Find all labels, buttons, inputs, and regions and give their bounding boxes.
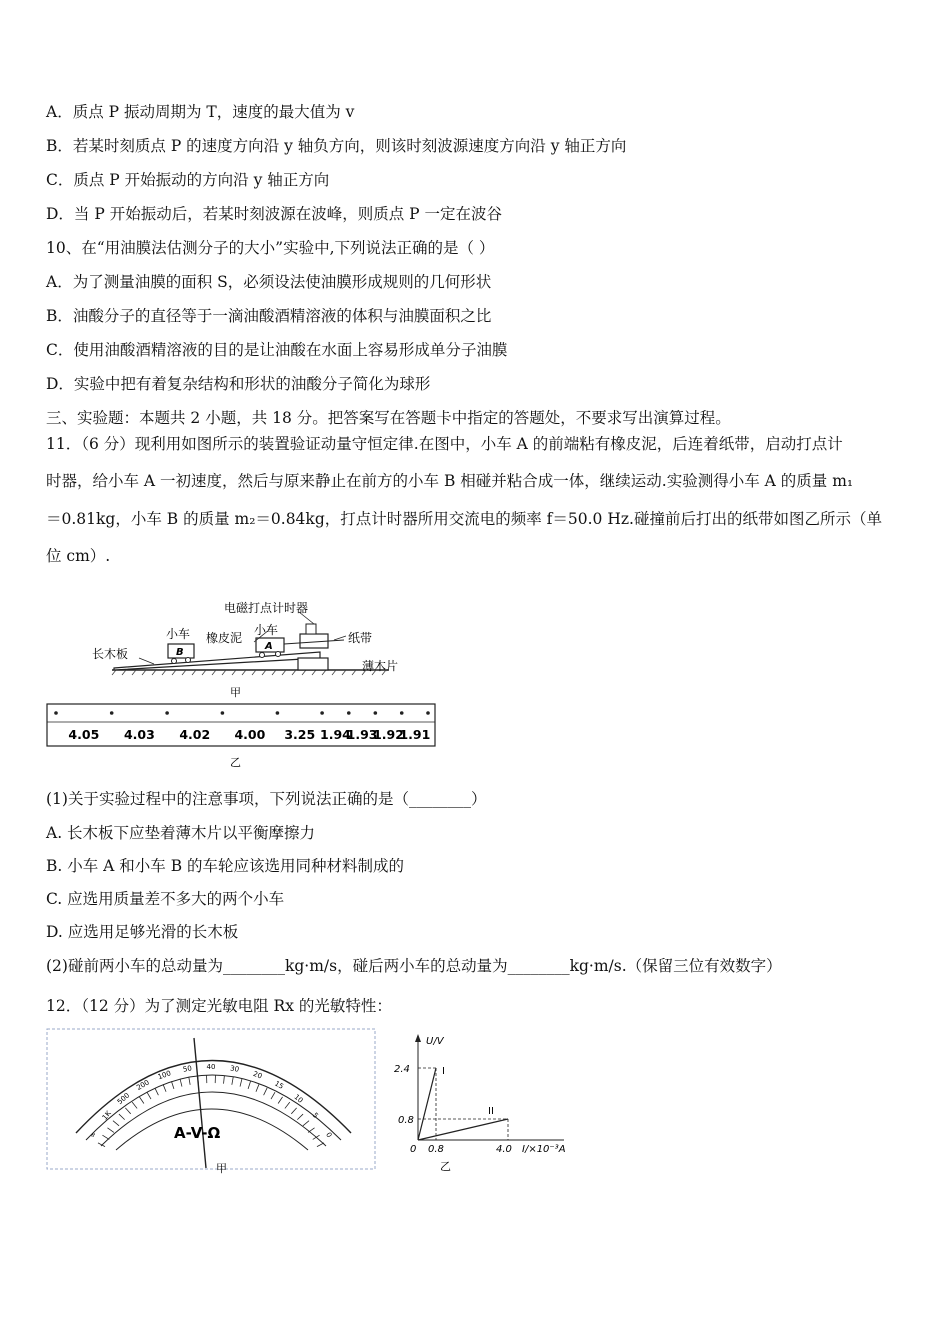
meter-caption: 甲 [216,1162,227,1175]
q9-option-c: C．质点 P 开始振动的方向沿 y 轴正方向 [46,171,330,189]
meter-scale-label: 200 [135,1078,151,1093]
meter-scale-label: 1K [100,1109,113,1122]
graph-y-tick-2: 0.8 [398,1115,414,1126]
q11-sub-2: (2)碰前两小车的总动量为________kg·m/s，碰后两小车的总动量为________kg·m/s.（保留三位有效数字） [46,957,782,975]
caption-yi: 乙 [230,756,241,769]
tape-segment-label: 1.94 [320,727,351,742]
tape-segment-label: 1.91 [399,727,431,742]
meter-scale-label: 5 [310,1111,320,1120]
q10-option-d: D．实验中把有着复杂结构和形状的油酸分子简化为球形 [46,375,431,393]
label-tape: 纸带 [348,631,373,645]
meter-scale-label: 100 [156,1069,173,1082]
q10-option-c: C．使用油酸酒精溶液的目的是让油酸在水面上容易形成单分子油膜 [46,341,508,359]
tape-dot [276,711,280,715]
label-thin-wood: 薄木片 [362,659,399,673]
tape-segment-label: 1.92 [373,727,404,742]
multimeter-figure [46,1028,376,1176]
graph-line-i [418,1068,436,1140]
car-a-letter: A [265,641,273,652]
tape-segment-label: 4.02 [179,727,211,742]
tape-dot [165,711,169,715]
tape-dot [374,711,378,715]
meter-scale-label: 40 [206,1063,216,1071]
meter-scale-label: 10 [292,1092,305,1105]
q11-stem-line-2: 时器，给小车 A 一初速度，然后与原来静止在前方的小车 B 相碰并粘合成一体，继续运动.实验测得小车 A 的质量 m₁ [46,472,854,490]
tape-segment-label: 4.05 [68,727,100,742]
ui-graph [384,1028,570,1176]
tape-segment-label: 3.25 [284,727,316,742]
q11-stem-line-1: 11．（6 分）现利用如图所示的装置验证动量守恒定律.在图中，小车 A 的前端粘有橡皮泥，后连着纸带，启动打点计 [46,435,843,453]
meter-scale-label: 500 [115,1091,132,1107]
graph-line-label-ii: II [488,1106,494,1117]
q11-sub-1: (1)关于实验过程中的注意事项，下列说法正确的是（________） [46,790,487,808]
graph-x-axis: I/×10⁻³A [522,1144,566,1155]
tape-dot [110,711,114,715]
q11-stem-line-4: 位 cm）. [46,547,111,565]
meter-scale-label: 0 [324,1131,334,1139]
graph-caption: 乙 [440,1160,451,1173]
label-car-a: 小车 [254,623,279,637]
q10-stem: 10、在“用油膜法估测分子的大小”实验中,下列说法正确的是（ ） [46,239,495,257]
label-car-b: 小车 [166,627,191,641]
graph-y-tick-1: 2.4 [394,1064,410,1075]
label-board: 长木板 [92,647,129,661]
q11-apparatus-figure [44,596,444,774]
tape-dot [400,711,404,715]
q11-stem-line-3: ＝0.81kg，小车 B 的质量 m₂＝0.84kg，打点计时器所用交流电的频率 f＝50.0 Hz.碰撞前后打出的纸带如图乙所示（单 [46,510,882,528]
graph-line-ii [418,1119,508,1140]
tape-dot [426,711,430,715]
q11-option-c: C. 应选用质量差不多大的两个小车 [46,890,285,908]
graph-x-tick-3: 4.0 [496,1144,512,1155]
meter-scale-label: 30 [229,1064,240,1074]
q9-option-d: D．当 P 开始振动后，若某时刻波源在波峰，则质点 P 一定在波谷 [46,205,502,223]
q10-option-b: B．油酸分子的直径等于一滴油酸酒精溶液的体积与油膜面积之比 [46,307,492,325]
section-heading: 三、实验题：本题共 2 小题，共 18 分。把答案写在答题卡中指定的答题处，不要求写出演算过程。 [46,409,731,427]
q11-option-a: A. 长木板下应垫着薄木片以平衡摩擦力 [46,824,316,842]
graph-y-axis: U/V [426,1036,444,1047]
q9-option-a: A．质点 P 振动周期为 T，速度的最大值为 v [46,103,355,121]
tape-segment-label: 1.93 [346,727,378,742]
q10-option-a: A．为了测量油膜的面积 S，必须设法使油膜形成规则的几何形状 [46,273,492,291]
meter-scale-label: ∞ [88,1130,99,1140]
tape-dot [54,711,58,715]
q11-option-b: B. 小车 A 和小车 B 的车轮应该选用同种材料制成的 [46,857,405,875]
meter-scale-label: 50 [182,1064,193,1074]
label-timer: 电磁打点计时器 [224,601,309,615]
meter-scale-label: 15 [273,1079,285,1091]
q12-stem: 12．（12 分）为了测定光敏电阻 Rx 的光敏特性： [46,997,392,1015]
caption-jia: 甲 [230,686,241,699]
tape-segment-label: 4.00 [234,727,266,742]
graph-line-label-i: I [442,1066,445,1077]
tape-dot [221,711,225,715]
meter-scale-label: 20 [251,1069,264,1081]
q11-option-d: D. 应选用足够光滑的长木板 [46,923,239,941]
graph-x-tick-1: 0 [410,1144,417,1155]
graph-x-tick-2: 0.8 [428,1144,444,1155]
tape-segment-label: 4.03 [123,727,155,742]
meter-symbol: A-V-Ω [174,1124,221,1142]
tape-dot [320,711,324,715]
label-putty: 橡皮泥 [206,631,243,645]
q9-option-b: B．若某时刻质点 P 的速度方向沿 y 轴负方向，则该时刻波源速度方向沿 y 轴正方向 [46,137,627,155]
car-b-letter: B [176,647,184,658]
tape-dot [347,711,351,715]
